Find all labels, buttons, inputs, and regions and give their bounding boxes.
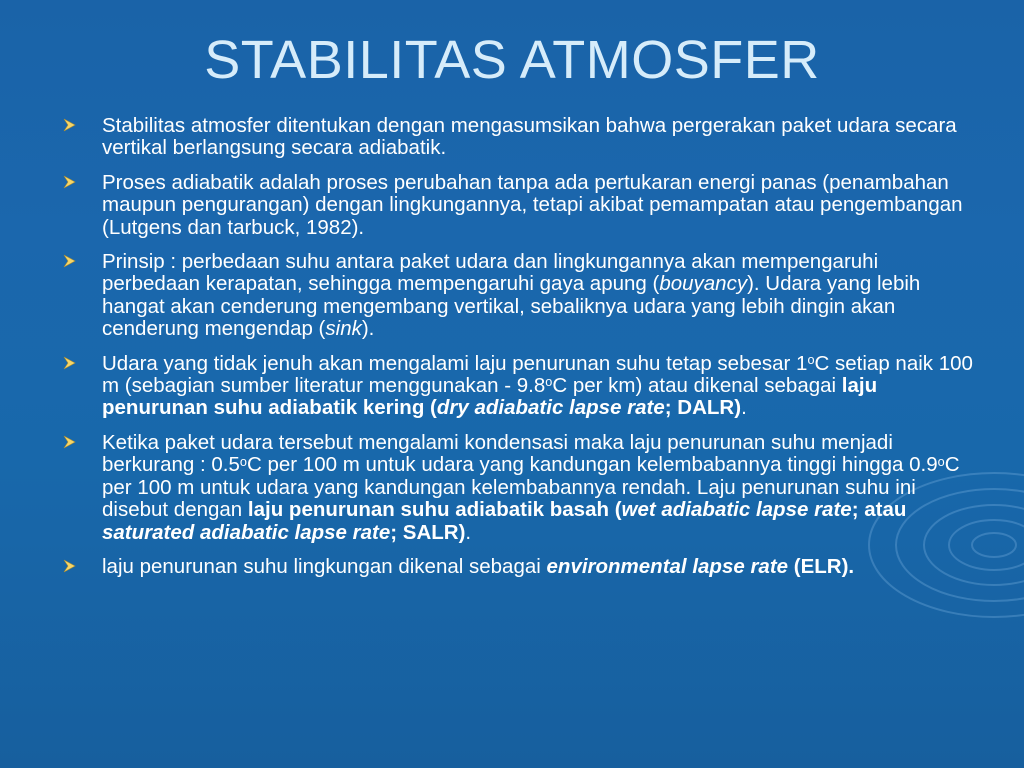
text-run: (ELR). [788,554,855,578]
text-run: saturated adiabatic lapse rate [102,520,391,544]
text-run: C setiap naik 100 m (sebagian sumber literatur menggunakan - 9.8 [102,351,973,398]
text-run: C per 100 m untuk udara yang kandungan kelembabannya rendah. Laju penurunan suhu ini disebut dengan [102,453,960,522]
text-run: ). Udara yang lebih hangat akan cenderung mengembang vertikal, sebaliknya udara yang lebih dingin akan cenderung mengendap ( [102,272,921,341]
bullet-list [60,115,980,590]
text-run: sink [325,317,362,341]
text-run: Prinsip : perbedaan suhu antara paket udara dan lingkungannya akan mempengaruhi perbedaan kerapatan, sehingga mempengaruhi gaya apung ( [102,250,879,296]
arrowhead-icon [62,435,76,449]
degree-superscript: o [545,374,553,390]
arrowhead-icon [62,559,76,573]
bullet-item [60,172,980,239]
arrowhead-icon [62,356,76,370]
bullet-text [102,352,973,420]
text-run: ; atau [851,498,907,522]
bullet-text [102,171,963,239]
text-run: wet adiabatic lapse rate [621,498,852,522]
text-run: bouyancy [659,272,748,296]
degree-superscript: o [807,351,815,367]
bullet-text [102,250,920,340]
bullet-item [60,556,980,578]
degree-superscript: o [239,453,247,469]
bullet-text [102,114,957,159]
text-run: laju penurunan suhu lingkungan dikenal sebagai [102,554,547,578]
text-run: ; SALR) [390,520,466,544]
text-run: Ketika paket udara tersebut mengalami kondensasi maka laju penurunan suhu menjadi berkurang : 0.5 [102,430,893,477]
bullet-item [60,115,980,160]
bullet-item [60,353,980,420]
bullet-text [102,431,960,544]
arrowhead-icon [62,118,76,132]
arrowhead-icon [62,254,76,268]
degree-superscript: o [937,453,945,469]
text-run: ). [361,317,375,341]
text-run: environmental lapse rate [546,554,789,578]
text-run: Proses adiabatik adalah proses perubahan tanpa ada pertukaran energi panas (penambahan maupun pengurangan) dengan lingkungannya, tetapi akibat pemampatan atau pengembangan (Lutgens dan tarbuck, 1982). [102,170,963,239]
text-run: laju penurunan suhu adiabatik kering ( [102,374,878,420]
slide-title: STABILITAS ATMOSFER [204,30,820,90]
arrowhead-icon [62,175,76,189]
text-run: Stabilitas atmosfer ditentukan dengan mengasumsikan bahwa pergerakan paket udara secara vertikal berlangsung secara adiabatik. [102,114,957,160]
text-run: dry adiabatic lapse rate [436,396,665,420]
bullet-item [60,432,980,544]
text-run: . [465,520,472,544]
text-run: C per 100 m untuk udara yang kandungan kelembabannya tinggi hingga 0.9 [246,453,938,477]
bullet-text [102,555,854,578]
text-run: ; DALR) [664,396,742,420]
bullet-item [60,251,980,341]
text-run: laju penurunan suhu adiabatik basah ( [247,498,622,522]
text-run: Udara yang tidak jenuh akan mengalami laju penurunan suhu tetap sebesar 1 [102,351,808,375]
text-run: . [741,396,747,420]
text-run: C per km) atau dikenal sebagai [552,374,842,398]
